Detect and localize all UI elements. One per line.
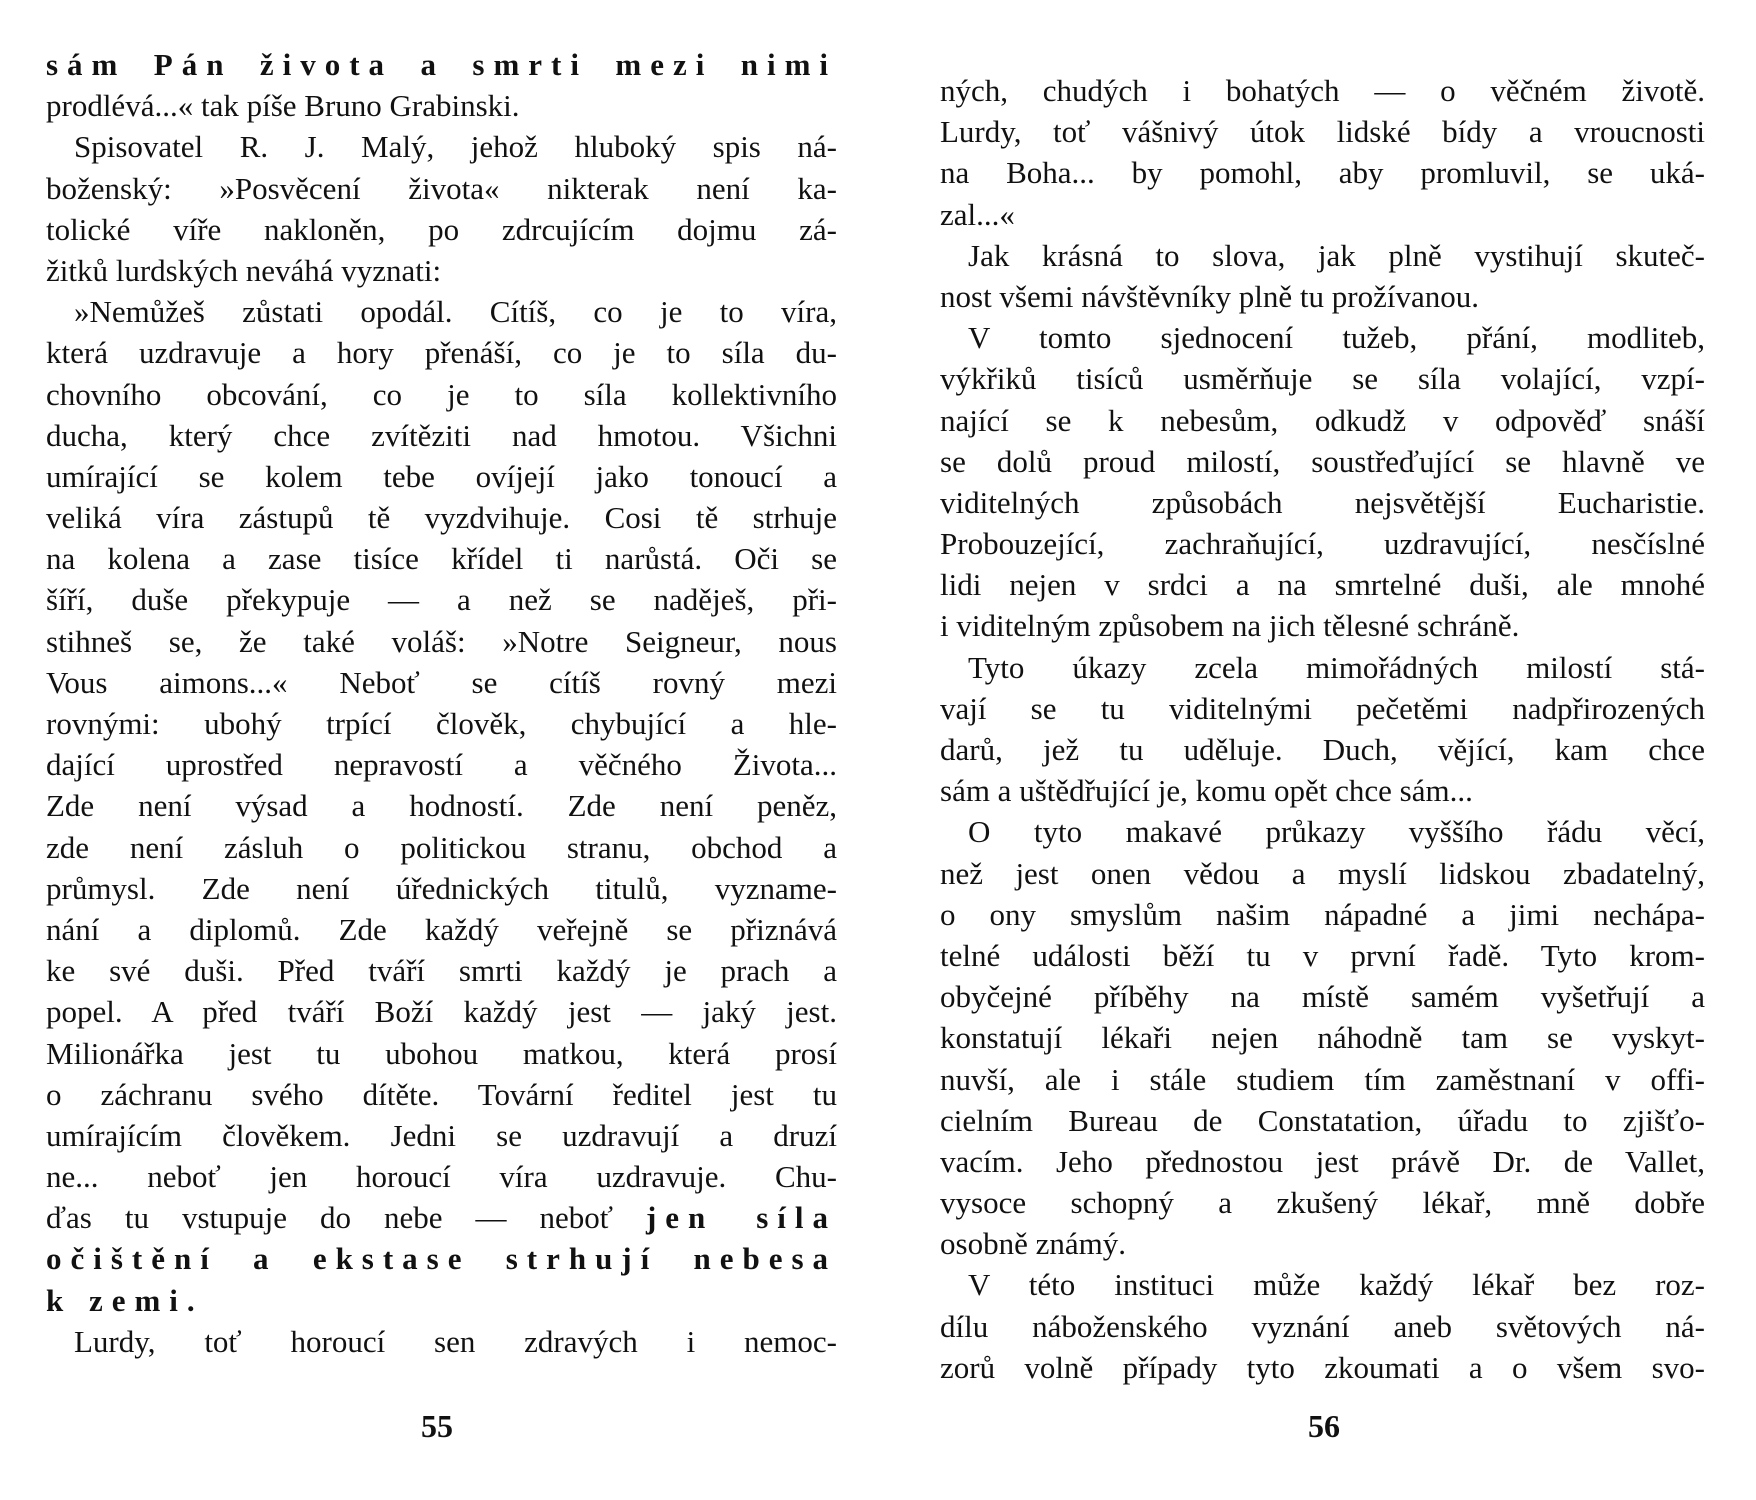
text-line xyxy=(46,250,837,291)
text-line xyxy=(46,621,837,662)
text-line xyxy=(940,976,1705,1017)
text-line xyxy=(46,168,837,209)
text-line-content: na Boha... by pomohl, aby promluvil, se uká- xyxy=(940,155,1705,191)
text-line xyxy=(46,1197,837,1238)
text-line-content: obyčejné příběhy na místě samém vyšetřují a xyxy=(940,979,1705,1015)
text-line-content: Lurdy, toť horoucí sen zdravých i nemoc- xyxy=(74,1323,837,1359)
text-line xyxy=(940,152,1705,193)
text-line xyxy=(940,482,1705,523)
text-line-content: viditelných způsobách nejsvětější Eucharistie. xyxy=(940,484,1705,520)
text-line xyxy=(46,785,837,826)
text-line xyxy=(940,1223,1705,1264)
text-line xyxy=(46,126,837,167)
text-line-content: darů, jež tu uděluje. Duch, vějící, kam chce xyxy=(940,732,1705,767)
text-line xyxy=(46,85,837,126)
text-line-content: rovnými: ubohý trpící člověk, chybující a hle- xyxy=(46,706,837,741)
text-line xyxy=(46,209,837,250)
text-line-content: dílu náboženského vyznání aneb světových ná- xyxy=(940,1308,1705,1344)
text-line xyxy=(940,811,1705,852)
text-line-content: Milionářka jest tu ubohou matkou, která prosí xyxy=(46,1035,837,1071)
text-line-content: tolické víře nakloněn, po zdrcujícím dojmu zá- xyxy=(46,211,837,247)
text-line-content: vají se tu viditelnými pečetěmi nadpřirozených xyxy=(940,690,1705,726)
text-line xyxy=(46,1280,837,1321)
text-line xyxy=(940,647,1705,688)
text-line-content: nost všemi návštěvníky plně tu prožívanou. xyxy=(940,278,1479,314)
text-line-content: výkřiků tisíců usměrňuje se síla volající, vzpí- xyxy=(940,361,1705,397)
text-line xyxy=(46,991,837,1032)
text-line xyxy=(940,358,1705,399)
text-line xyxy=(46,703,837,744)
text-line xyxy=(46,1156,837,1197)
text-line xyxy=(940,523,1705,564)
text-line-content: popel. A před tváří Boží každý jest — jaký jest. xyxy=(46,994,837,1030)
text-line xyxy=(46,744,837,785)
text-line-content: ne... neboť jen horoucí víra uzdravuje. Chu- xyxy=(46,1159,837,1195)
text-line-content: osobně známý. xyxy=(940,1226,1126,1262)
text-line xyxy=(940,688,1705,729)
text-line xyxy=(46,909,837,950)
text-line-content: konstatují lékaři nejen náhodně tam se vyskyt- xyxy=(940,1020,1705,1056)
text-line-content: dající uprostřed nepravostí a věčného Života... xyxy=(46,747,837,783)
text-line xyxy=(940,935,1705,976)
text-line xyxy=(940,729,1705,770)
text-line-content: sám a uštědřující je, komu opět chce sám... xyxy=(940,773,1473,809)
text-line xyxy=(940,1017,1705,1058)
text-line-content: umírajícím člověkem. Jedni se uzdravují a druzí xyxy=(46,1117,837,1153)
text-line-content: nání a diplomů. Zde každý veřejně se přiznává xyxy=(46,911,837,947)
spaced-emphasis: jen síla xyxy=(645,1200,837,1236)
text-line-content: o ony smyslům našim nápadné a jimi nechápa- xyxy=(940,896,1705,932)
text-line-content: telné události běží tu v první řadě. Tyto krom- xyxy=(940,937,1705,973)
text-line xyxy=(940,1100,1705,1141)
text-line-content: k zemi. xyxy=(46,1282,204,1318)
text-line xyxy=(46,827,837,868)
text-line-content: i viditelným způsobem na jich tělesné schráně. xyxy=(940,608,1520,644)
text-line xyxy=(46,374,837,415)
text-line-content: Lurdy, toť vášnivý útok lidské bídy a vroucnosti xyxy=(940,114,1705,150)
text-line xyxy=(46,579,837,620)
text-line xyxy=(46,868,837,909)
text-line-content: ných, chudých i bohatých — o věčném životě. xyxy=(940,73,1705,108)
text-line-content: Vous aimons...« Neboť se cítíš rovný mezi xyxy=(46,664,837,700)
text-line xyxy=(46,1033,837,1074)
text-line-content: zde není zásluh o politickou stranu, obchod a xyxy=(46,829,837,865)
text-line xyxy=(46,332,837,373)
text-line xyxy=(46,662,837,703)
right-page xyxy=(878,0,1756,1500)
text-line xyxy=(940,276,1705,317)
text-line-content: ďas tu vstupuje do nebe — neboť xyxy=(46,1200,646,1236)
page-number-right: 56 xyxy=(1308,1408,1340,1444)
text-line-content: stihneš se, že také voláš: »Notre Seigneur, nous xyxy=(46,623,837,659)
text-line-content: o záchranu svého dítěte. Tovární ředitel jest tu xyxy=(46,1076,837,1112)
text-line xyxy=(940,894,1705,935)
text-line-content: Probouzející, zachraňující, uzdravující, nesčíslné xyxy=(940,526,1705,562)
text-line xyxy=(46,1238,837,1279)
text-line xyxy=(46,1115,837,1156)
text-line-content: veliká víra zástupů tě vyzdvihuje. Cosi tě strhuje xyxy=(46,500,837,536)
text-line-content: Spisovatel R. J. Malý, jehož hluboký spis ná- xyxy=(74,129,837,165)
page-number-left: 55 xyxy=(421,1408,453,1444)
text-line xyxy=(940,605,1705,646)
text-line-content: nuvší, ale i stále studiem tím zaměstnaní v offi- xyxy=(940,1061,1705,1097)
text-line-content: šíří, duše překypuje — a než se naděješ, při- xyxy=(46,582,837,618)
text-line xyxy=(940,564,1705,605)
text-line-content: cielním Bureau de Constatation, úřadu to zjišťo- xyxy=(940,1102,1705,1138)
text-line-content: nající se k nebesům, odkudž v odpověď snáší xyxy=(940,402,1705,438)
text-line-content: »Nemůžeš zůstati opodál. Cítíš, co je to víra, xyxy=(74,294,837,330)
text-line xyxy=(46,44,837,85)
text-line-content: Zde není výsad a hodností. Zde není peněz, xyxy=(46,788,837,824)
text-line-content: která uzdravuje a hory přenáší, co je to síla du- xyxy=(46,335,837,371)
text-line xyxy=(940,1141,1705,1182)
text-line xyxy=(940,1264,1705,1305)
text-line xyxy=(940,441,1705,482)
text-line xyxy=(46,456,837,497)
text-line-content: ke své duši. Před tváří smrti každý je prach a xyxy=(46,953,837,989)
text-line-content: lidi nejen v srdci a na smrtelné duši, ale mnohé xyxy=(940,567,1705,603)
text-line xyxy=(46,1321,837,1362)
text-line xyxy=(46,291,837,332)
text-line-content: sám Pán života a smrti mezi nimi xyxy=(46,47,837,82)
text-line xyxy=(940,1347,1705,1388)
text-line-content: O tyto makavé průkazy vyššího řádu věcí, xyxy=(968,814,1705,850)
text-line-content: se dolů proud milostí, soustřeďující se hlavně ve xyxy=(940,443,1705,479)
left-page-text xyxy=(46,44,837,1362)
text-line xyxy=(46,415,837,456)
text-line xyxy=(940,1059,1705,1100)
text-line xyxy=(46,1074,837,1115)
text-line-content: zal...« xyxy=(940,196,1015,232)
text-line-content: Jak krásná to slova, jak plně vystihují skuteč- xyxy=(968,237,1705,273)
text-line xyxy=(940,317,1705,358)
text-line-content: prodlévá...« tak píše Bruno Grabinski. xyxy=(46,88,520,124)
right-page-text xyxy=(940,70,1705,1388)
text-line-content: vacím. Jeho přednostou jest právě Dr. de Vallet, xyxy=(940,1143,1705,1179)
text-line-content: chovního obcování, co je to síla kollektivního xyxy=(46,376,837,412)
text-line-content: průmysl. Zde není úřednických titulů, vyzname- xyxy=(46,870,837,906)
text-line xyxy=(940,235,1705,276)
text-line xyxy=(940,770,1705,811)
text-line xyxy=(940,194,1705,235)
text-line xyxy=(940,1182,1705,1223)
text-line-content: na kolena a zase tisíce křídel ti narůstá. Oči se xyxy=(46,541,837,577)
text-line-content: očištění a ekstase strhují nebesa xyxy=(46,1241,837,1277)
text-line-content: vysoce schopný a zkušený lékař, mně dobře xyxy=(940,1185,1705,1221)
text-line-content: Tyto úkazy zcela mimořádných milostí stá- xyxy=(968,649,1705,685)
text-line xyxy=(940,853,1705,894)
text-line-content: V tomto sjednocení tužeb, přání, modliteb, xyxy=(968,320,1705,356)
text-line xyxy=(940,70,1705,111)
text-line xyxy=(46,538,837,579)
text-line xyxy=(940,400,1705,441)
text-line-content: žitků lurdských neváhá vyznati: xyxy=(46,252,442,288)
text-line xyxy=(940,111,1705,152)
text-line xyxy=(940,1306,1705,1347)
text-line-content: ducha, který chce zvítěziti nad hmotou. Všichni xyxy=(46,417,837,453)
text-line xyxy=(46,950,837,991)
text-line-content: zorů volně případy tyto zkoumati a o všem svo- xyxy=(940,1349,1705,1385)
text-line-content: než jest onen vědou a myslí lidskou zbadatelný, xyxy=(940,855,1705,891)
text-line-content: umírající se kolem tebe ovíjejí jako tonoucí a xyxy=(46,458,837,494)
text-line xyxy=(46,497,837,538)
text-line-content: V této instituci může každý lékař bez roz- xyxy=(968,1267,1705,1303)
text-line-content: boženský: »Posvěcení života« nikterak není ka- xyxy=(46,170,837,206)
